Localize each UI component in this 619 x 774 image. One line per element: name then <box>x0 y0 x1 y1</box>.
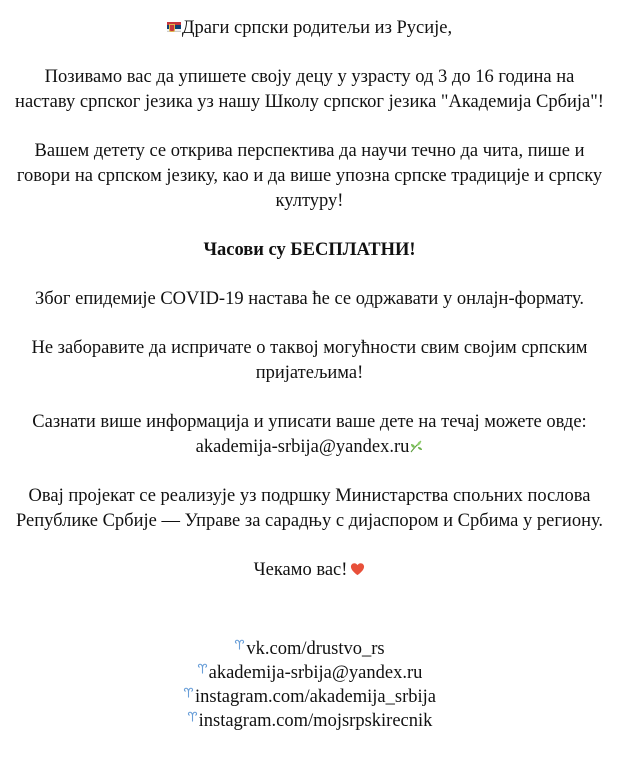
support-paragraph: Овај пројекат се реализује уз подршку Министарства спољних послова Републике Србије — Управе за сарадњу с дијаспором и Србима у региону. <box>15 486 603 531</box>
tell-friends-paragraph: Не заборавите да испричате о таквој могућности свим својим српским пријатељима! <box>31 338 588 383</box>
closing-paragraph <box>15 558 605 583</box>
free-classes-heading: Часови су БЕСПЛАТНИ! <box>203 240 416 260</box>
aries-icon <box>187 711 198 722</box>
aries-icon <box>234 639 245 650</box>
link-instagram-akademija-text[interactable]: instagram.com/akademija_srbija <box>195 687 436 707</box>
covid-paragraph: Због епидемије COVID-19 настава ће се одржавати у онлајн-формату. <box>34 289 585 309</box>
link-instagram-akademija[interactable] <box>15 685 605 709</box>
greeting-text: Драги српски родитељи из Русије, <box>181 18 453 38</box>
closing-text: Чекамо вас! <box>253 560 348 580</box>
herb-icon <box>409 439 423 453</box>
links-list <box>15 637 605 733</box>
contact-text: Сазнати више информација и уписати ваше дете на течај можете овде: akademija-srbija@yandex.ru <box>32 412 587 457</box>
perspective-paragraph: Вашем детету се открива перспектива да научи течно да чита, пише и говори на српском језику, као и да више упозна српске традиције и српску културу! <box>16 141 603 211</box>
aries-icon <box>183 687 194 698</box>
contact-paragraph <box>15 410 605 460</box>
heart-icon <box>350 562 365 576</box>
link-vk[interactable] <box>15 637 605 661</box>
greeting-paragraph <box>15 16 605 41</box>
link-email[interactable] <box>15 661 605 685</box>
aries-icon <box>197 663 208 674</box>
link-vk-text[interactable]: vk.com/drustvo_rs <box>246 639 385 659</box>
link-instagram-recnik[interactable] <box>15 709 605 733</box>
invite-paragraph: Позивамо вас да упишете своју децу у узрасту од 3 до 16 година на наставу српског језика уз нашу Школу српског језика "Академија Србија"! <box>15 67 604 112</box>
link-email-text[interactable]: akademija-srbija@yandex.ru <box>208 663 423 683</box>
link-instagram-recnik-text[interactable]: instagram.com/mojsrpskirecnik <box>198 711 433 731</box>
serbian-flag-icon <box>167 22 181 32</box>
